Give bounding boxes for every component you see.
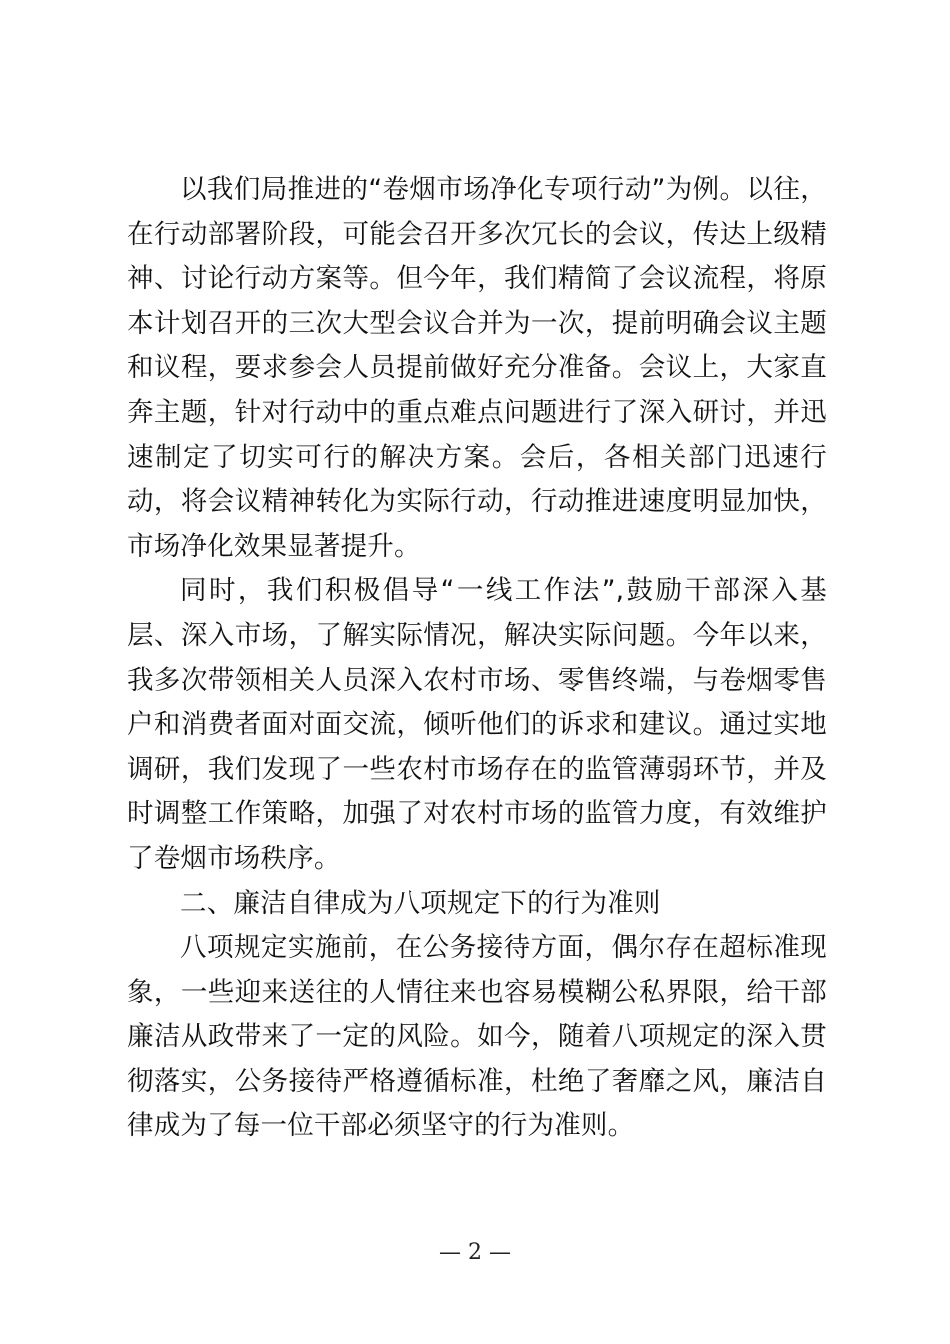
document-body: [127, 168, 827, 1149]
paragraph-cigarette-market-action: 以我们局推进的“卷烟市场净化专项行动”为例。以往，在行动部署阶段，可能会召开多次冗长的会议，传达上级精神、讨论行动方案等。但今年，我们精简了会议流程，将原本计划召开的三次大型会议合并为一次，提前明确会议主题和议程，要求参会人员提前做好充分准备。会议上，大家直奔主题，针对行动中的重点难点问题进行了深入研讨，并迅速制定了切实可行的解决方案。会后，各相关部门迅速行动，将会议精神转化为实际行动，行动推进速度明显加快，市场净化效果显著提升。: [127, 174, 827, 562]
section-heading-integrity: 二、廉洁自律成为八项规定下的行为准则: [180, 887, 661, 919]
paragraph-frontline-work-method: 同时，我们积极倡导“一线工作法”,鼓励干部深入基层、深入市场，了解实际情况，解决实际问题。今年以来，我多次带领相关人员深入农村市场、零售终端，与卷烟零售户和消费者面对面交流，倾听他们的诉求和建议。通过实地调研，我们发现了一些农村市场存在的监管薄弱环节，并及时调整工作策略，加强了对农村市场的监管力度，有效维护了卷烟市场秩序。: [127, 575, 827, 874]
page-number: — 2 —: [439, 1240, 511, 1265]
paragraph-eight-regulations: 八项规定实施前，在公务接待方面，偶尔存在超标准现象，一些迎来送往的人情往来也容易模糊公私界限，给干部廉洁从政带来了一定的风险。如今，随着八项规定的深入贯彻落实，公务接待严格遵循标准，杜绝了奢靡之风，廉洁自律成为了每一位干部必须坚守的行为准则。: [127, 932, 827, 1142]
